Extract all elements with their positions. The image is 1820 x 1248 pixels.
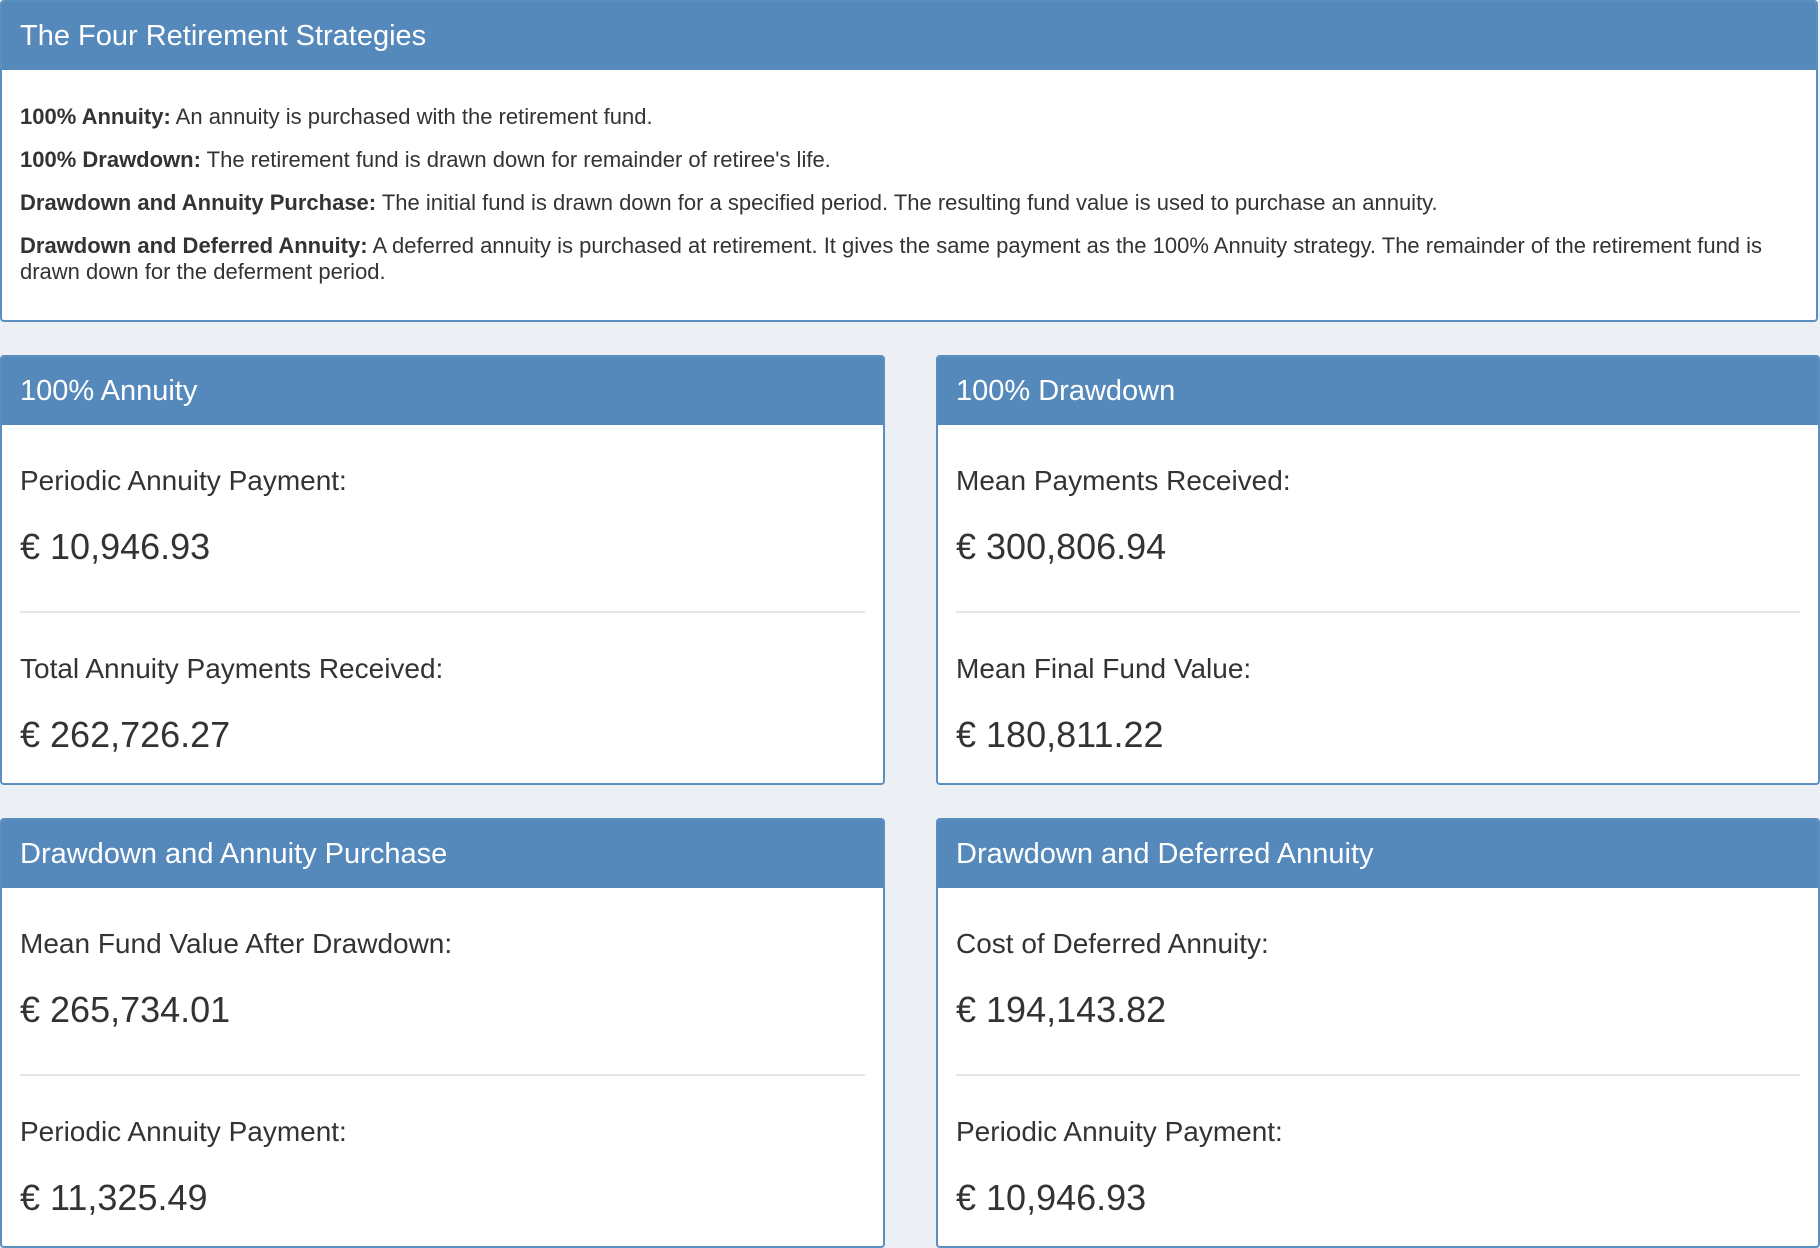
- strategies-info-box: [0, 0, 1818, 322]
- strategy-box-header: [2, 357, 883, 425]
- strategy-box-title: 100% Annuity: [20, 374, 198, 407]
- strategy-box-drawdown: [936, 355, 1820, 785]
- stat-label: Periodic Annuity Payment:: [20, 1116, 347, 1147]
- stat-value: € 11,325.49: [20, 1177, 208, 1218]
- info-item-text: A deferred annuity is purchased at retirement. It gives the same payment as the 100% Annuity strategy. The remainder of the retirement fund is drawn down for the deferment period.: [20, 233, 1763, 284]
- info-item-drawdown-deferred-annuity: [20, 233, 1798, 285]
- strategy-box-title: Drawdown and Deferred Annuity: [956, 837, 1374, 870]
- info-item-text: The retirement fund is drawn down for remainder of retiree's life.: [200, 147, 831, 172]
- stat-label: Mean Fund Value After Drawdown:: [20, 928, 453, 959]
- info-box-title: The Four Retirement Strategies: [20, 19, 427, 52]
- info-box-body: [2, 70, 1816, 285]
- strategy-box-body: [2, 928, 883, 1220]
- stat-value: € 300,806.94: [956, 526, 1167, 567]
- strategy-box-drawdown-annuity-purchase: [0, 818, 885, 1248]
- divider: [20, 611, 865, 613]
- strategy-box-annuity: [0, 355, 885, 785]
- stat-label: Cost of Deferred Annuity:: [956, 928, 1269, 959]
- info-item-term: 100% Annuity:: [20, 104, 171, 129]
- info-item-text: The initial fund is drawn down for a specified period. The resulting fund value is used to purchase an annuity.: [376, 190, 1438, 215]
- strategy-box-header: [938, 820, 1818, 888]
- divider: [956, 611, 1800, 613]
- stat-label: Periodic Annuity Payment:: [956, 1116, 1283, 1147]
- divider: [20, 1074, 865, 1076]
- strategy-box-title: Drawdown and Annuity Purchase: [20, 837, 448, 870]
- info-item-term: 100% Drawdown:: [20, 147, 201, 172]
- divider: [956, 1074, 1800, 1076]
- strategy-box-header: [938, 357, 1818, 425]
- info-box-header: [2, 2, 1816, 70]
- info-item-drawdown-annuity-purchase: [20, 190, 1798, 216]
- stat-value: € 265,734.01: [20, 989, 231, 1030]
- stat-value: € 10,946.93: [20, 526, 211, 567]
- info-item-annuity: [20, 104, 1798, 130]
- stat-label: Periodic Annuity Payment:: [20, 465, 347, 496]
- stat-value: € 180,811.22: [956, 714, 1164, 755]
- strategy-box-drawdown-deferred-annuity: [936, 818, 1820, 1248]
- strategy-box-body: [2, 465, 883, 757]
- stat-label: Mean Payments Received:: [956, 465, 1291, 496]
- strategy-box-body: [938, 928, 1818, 1220]
- strategy-box-title: 100% Drawdown: [956, 374, 1176, 407]
- info-item-text: An annuity is purchased with the retirement fund.: [170, 104, 653, 129]
- strategy-box-body: [938, 465, 1818, 757]
- stat-label: Total Annuity Payments Received:: [20, 653, 444, 684]
- info-item-drawdown: [20, 147, 1798, 173]
- stat-value: € 10,946.93: [956, 1177, 1147, 1218]
- info-item-term: Drawdown and Deferred Annuity:: [20, 233, 368, 258]
- info-item-term: Drawdown and Annuity Purchase:: [20, 190, 377, 215]
- stat-label: Mean Final Fund Value:: [956, 653, 1252, 684]
- strategy-box-header: [2, 820, 883, 888]
- stat-value: € 194,143.82: [956, 989, 1167, 1030]
- stat-value: € 262,726.27: [20, 714, 231, 755]
